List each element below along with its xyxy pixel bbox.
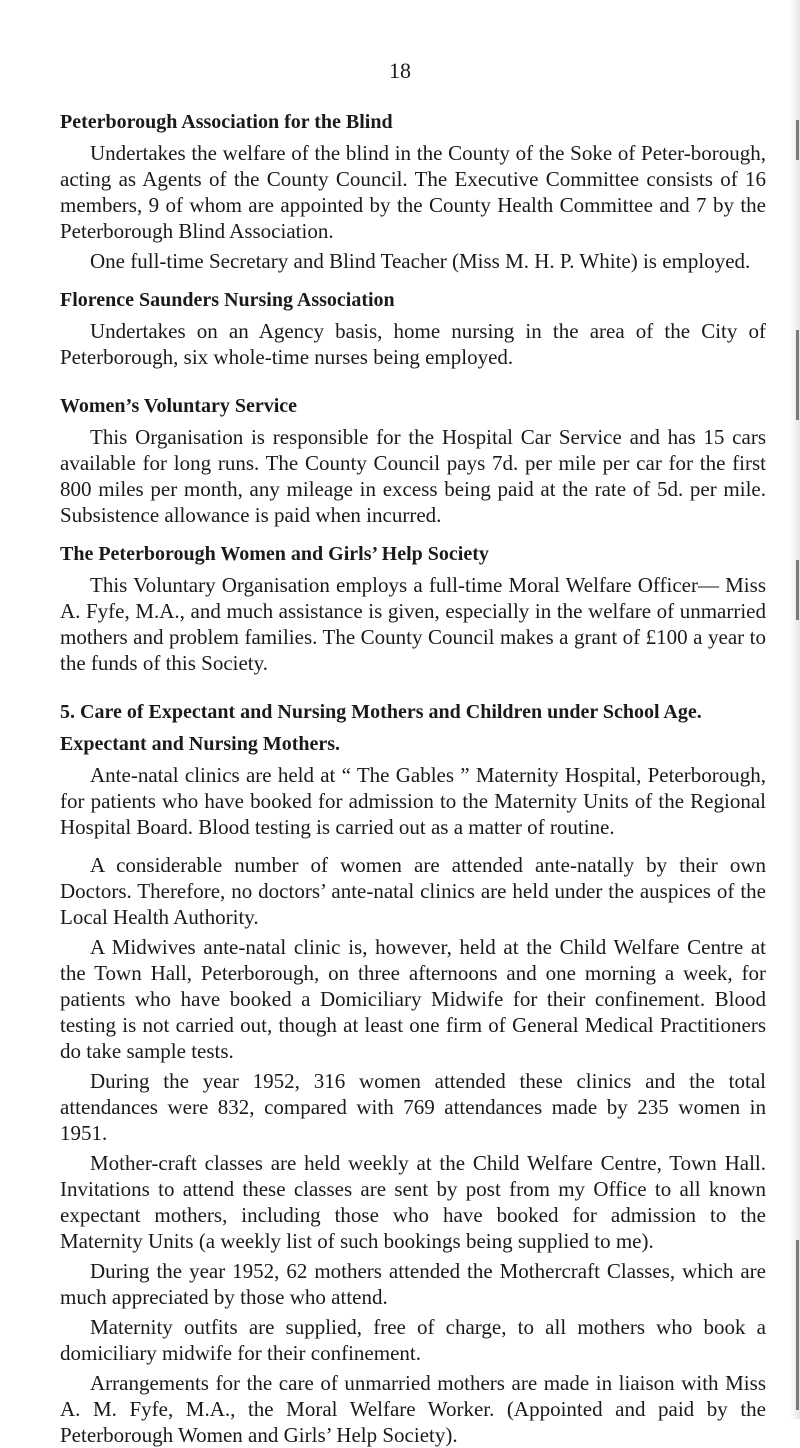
- section-heading-care-of-mothers: 5. Care of Expectant and Nursing Mothers and Children under School Age.: [60, 701, 702, 723]
- paragraph: During the year 1952, 316 women attended these clinics and the total attendances were 832, compared with 769 attendances made by 235 women in 1951.: [60, 1069, 766, 1145]
- page-edge-mark: [796, 560, 799, 620]
- section-heading-voluntary-service: Women’s Voluntary Service: [60, 395, 298, 417]
- paragraph: Maternity outfits are supplied, free of charge, to all mothers who book a domiciliary midwife for their confinement.: [60, 1315, 766, 1365]
- paragraph: A Midwives ante-natal clinic is, however, held at the Child Welfare Centre at the Town Hall, Peterborough, on three afternoons and one morning a week, for patients who have booked a Domiciliary Midwife for their confinement. Blood testing is not carried out, though at least one firm of General Medical Practitioners do take sample tests.: [60, 935, 766, 1063]
- section-heading-blind-association: Peterborough Association for the Blind: [60, 111, 393, 133]
- paragraph: This Voluntary Organisation employs a full-time Moral Welfare Officer— Miss A. Fyfe, M.A., and much assistance is given, especially in the welfare of unmarried mothers and problem families. The County Council makes a grant of £100 a year to the funds of this Society.: [60, 573, 766, 675]
- section-heading-help-society: The Peterborough Women and Girls’ Help Society: [60, 543, 489, 565]
- page-edge-mark: [796, 120, 799, 160]
- section-heading-nursing-association: Florence Saunders Nursing Association: [60, 289, 395, 311]
- paragraph: Undertakes on an Agency basis, home nursing in the area of the City of Peterborough, six whole-time nurses being employed.: [60, 319, 766, 369]
- paragraph: Undertakes the welfare of the blind in the County of the Soke of Peter-borough, acting as Agents of the County Council. The Executive Committee consists of 16 members, 9 of whom are appointed by the County Health Committee and 7 by the Peterborough Blind Association.: [60, 141, 766, 243]
- paragraph: Mother-craft classes are held weekly at the Child Welfare Centre, Town Hall. Invitations to attend these classes are sent by post from my Office to all known expectant mothers, including those who have booked for admission to the Maternity Units (a weekly list of such bookings being supplied to me).: [60, 1151, 766, 1253]
- page-content: [60, 108, 766, 1448]
- page-edge-shadow: [790, 0, 800, 1419]
- paragraph: During the year 1952, 62 mothers attended the Mothercraft Classes, which are much appreciated by those who attend.: [60, 1259, 766, 1309]
- subheading-expectant-mothers: Expectant and Nursing Mothers.: [60, 733, 341, 755]
- paragraph: One full-time Secretary and Blind Teacher (Miss M. H. P. White) is employed.: [90, 249, 751, 273]
- paragraph: A considerable number of women are attended ante-natally by their own Doctors. Therefore, no doctors’ ante-natal clinics are held under the auspices of the Local Health Authority.: [60, 853, 766, 929]
- page-number: 18: [389, 58, 411, 83]
- page-edge-mark: [796, 1240, 799, 1410]
- paragraph: Arrangements for the care of unmarried mothers are made in liaison with Miss A. M. Fyfe, M.A., the Moral Welfare Worker. (Appointed and paid by the Peterborough Women and Girls’ Help Society).: [60, 1371, 766, 1447]
- paragraph: Ante-natal clinics are held at “ The Gables ” Maternity Hospital, Peterborough, for patients who have booked for admission to the Maternity Units of the Regional Hospital Board. Blood testing is carried out as a matter of routine.: [60, 763, 766, 839]
- page-edge-mark: [796, 330, 799, 420]
- paragraph: This Organisation is responsible for the Hospital Car Service and has 15 cars available for long runs. The County Council pays 7d. per mile per car for the first 800 miles per month, any mileage in excess being paid at the rate of 5d. per mile. Subsistence allowance is paid when incurred.: [60, 425, 766, 527]
